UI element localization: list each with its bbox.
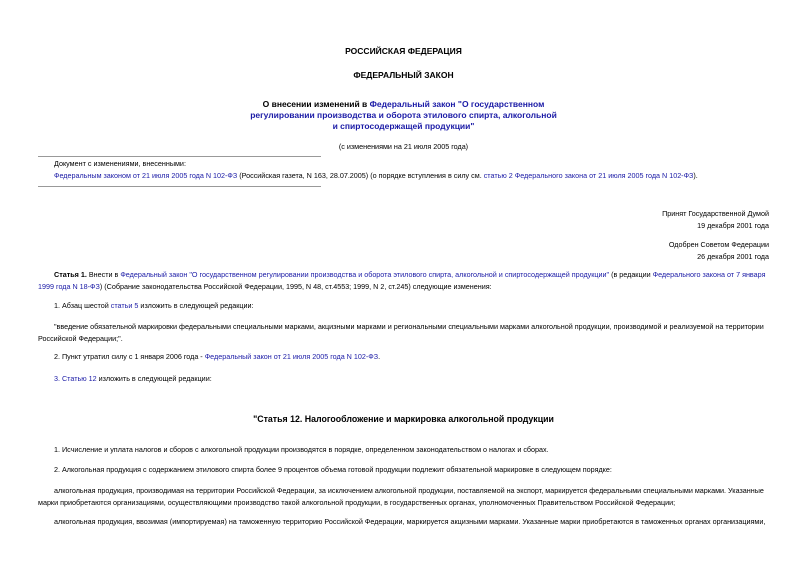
item-2	[38, 351, 768, 363]
law-18fz-link[interactable]: Федерального закона от 7 января 1999 года N 18-ФЗ	[38, 270, 766, 291]
law-102fz-link[interactable]: Федеральный закон от 21 июля 2005 года N 102-ФЗ	[204, 352, 379, 361]
item-3-text: изложить в следующей редакции:	[96, 374, 212, 383]
approved-council: Одобрен Советом Федерации	[668, 240, 769, 249]
item-3	[38, 373, 768, 385]
item-1-quote	[38, 321, 768, 345]
article-1-label: Статья 1.	[54, 270, 87, 279]
law-title-prefix: О внесении изменений в	[262, 99, 370, 109]
article2-link[interactable]: статью 2 Федерального закона от 21 июля 2005 года N 102-ФЗ	[483, 171, 694, 180]
adopted-duma: Принят Государственной Думой	[662, 209, 769, 218]
article-12-p3-text: алкогольная продукция, производимая на территории Российской Федерации, за исключением алкогольной продукции, поставляемой на экспорт, маркируется федеральными специальными марками. Указанные марки приобретаются организациями, осуществляющими производство такой алкогольной продукции, в государственных органах, уполномоченных Правительством Российской Федерации;	[38, 486, 764, 507]
law-title	[250, 99, 557, 132]
article-5-link[interactable]: статьи 5	[110, 301, 139, 310]
approved-council-date: 26 декабря 2001 года	[697, 252, 769, 261]
article-12-p4	[38, 516, 768, 528]
revision-note: (с изменениями на 21 июля 2005 года)	[338, 142, 469, 151]
federal-law-link[interactable]: Федеральный закон "О государственном регулировании производства и оборота этилового спирта, алкогольной и спиртосодержащей продукции"	[120, 270, 610, 279]
changes-intro: Документ с изменениями, внесенными:	[54, 159, 186, 168]
article-12-p3	[38, 485, 768, 509]
item-1	[38, 300, 768, 312]
changes-end: ).	[693, 171, 698, 180]
amending-law-link[interactable]: Федеральным законом от 21 июля 2005 года N 102-ФЗ	[54, 171, 238, 180]
article-1-text-c: ) (Собрание законодательства Российской Федерации, 1995, N 48, ст.4553; 1999, N 2, ст.245) следующие изменения:	[99, 282, 492, 291]
item-1-text-b: изложить в следующей редакции:	[138, 301, 254, 310]
article-12-p4-text: алкогольная продукция, ввозимая (импортируемая) на таможенную территорию Российской Федерации, маркируется акцизными марками. Указанные марки приобретаются в таможенных органах организациями,	[54, 517, 766, 526]
article-12-link[interactable]: 3. Статью 12	[54, 374, 97, 383]
adopted-duma-date: 19 декабря 2001 года	[697, 221, 769, 230]
article-1-text-b: (в редакции	[609, 270, 653, 279]
item-1-text: 1. Абзац шестой	[54, 301, 111, 310]
item-1-quote-text: "введение обязательной маркировки федеральными специальными марками, акцизными марками и региональными специальными марками алкогольной продукции, производимой и реализуемой на территории Российской Федерации;".	[38, 322, 764, 343]
article-12-p1-text: 1. Исчисление и уплата налогов и сборов с алкогольной продукции производятся в порядке, определенном законодательством о налогах и сборах.	[54, 445, 549, 454]
article-12-p1	[38, 444, 768, 456]
changes-line	[54, 170, 698, 182]
article-1-text: Внести в	[86, 270, 121, 279]
article-12-p2-text: 2. Алкогольная продукция с содержанием этилового спирта более 9 процентов объема готовой продукции подлежит обязательной маркировке в следующем порядке:	[54, 465, 612, 474]
law-type-heading: ФЕДЕРАЛЬНЫЙ ЗАКОН	[353, 70, 454, 80]
article-12-heading: "Статья 12. Налогообложение и маркировка алкогольной продукции	[253, 414, 554, 424]
changes-publication: (Российская газета, N 163, 28.07.2005) (о порядке вступления в силу см.	[237, 171, 484, 180]
law-title-link[interactable]: Федеральный закон "О государственном регулировании производства и оборота этилового спирта, алкогольной и спиртосодержащей продукции"	[250, 99, 557, 131]
item-2-text: 2. Пункт утратил силу с 1 января 2006 года -	[54, 352, 205, 361]
top-divider	[38, 156, 321, 157]
country-heading: РОССИЙСКАЯ ФЕДЕРАЦИЯ	[345, 46, 462, 56]
item-2-end: .	[378, 352, 381, 361]
bottom-divider	[38, 186, 321, 187]
article-12-p2	[38, 464, 768, 476]
article-1	[38, 269, 768, 293]
